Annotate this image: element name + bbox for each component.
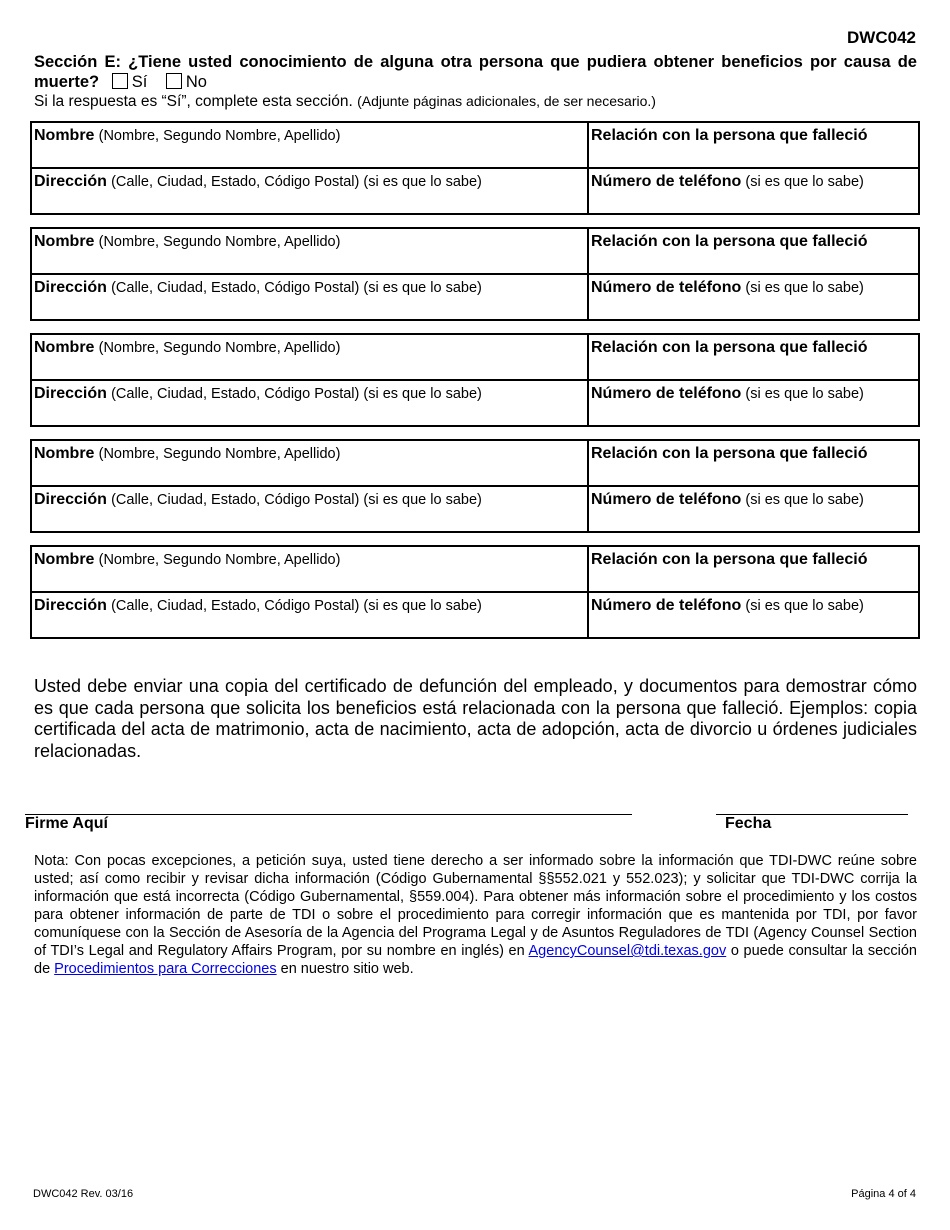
relation-label: Relación con la persona que falleció xyxy=(591,339,868,356)
section-e-question xyxy=(34,52,917,92)
relation-field[interactable] xyxy=(589,547,918,591)
address-label: Dirección xyxy=(34,597,107,614)
address-field[interactable] xyxy=(32,275,589,321)
no-label: No xyxy=(185,73,207,91)
date-label: Fecha xyxy=(725,815,772,832)
phone-hint: (si es que lo sabe) xyxy=(745,598,864,614)
name-field[interactable] xyxy=(32,441,589,485)
yes-checkbox[interactable] xyxy=(112,73,128,89)
phone-hint: (si es que lo sabe) xyxy=(745,174,864,190)
agency-counsel-email-link[interactable]: AgencyCounsel@tdi.texas.gov xyxy=(528,943,727,959)
name-field[interactable] xyxy=(32,123,589,167)
name-hint: (Nombre, Segundo Nombre, Apellido) xyxy=(98,340,341,356)
relation-label: Relación con la persona que falleció xyxy=(591,445,868,462)
privacy-note xyxy=(34,852,917,978)
phone-label: Número de teléfono xyxy=(591,597,742,614)
phone-label: Número de teléfono xyxy=(591,173,742,190)
footer-revision: DWC042 Rev. 03/16 xyxy=(33,1188,134,1200)
address-label: Dirección xyxy=(34,491,107,508)
address-field[interactable] xyxy=(32,487,589,533)
section-e-title: Sección E: ¿Tiene usted conocimiento de alguna otra persona que pudiera obtener beneficios por causa de muerte? xyxy=(34,53,917,91)
phone-label: Número de teléfono xyxy=(591,279,742,296)
address-label: Dirección xyxy=(34,173,107,190)
relation-field[interactable] xyxy=(589,229,918,273)
name-label: Nombre xyxy=(34,551,95,568)
relation-field[interactable] xyxy=(589,335,918,379)
name-label: Nombre xyxy=(34,127,95,144)
name-field[interactable] xyxy=(32,547,589,591)
address-hint: (Calle, Ciudad, Estado, Código Postal) (si es que lo sabe) xyxy=(111,598,482,614)
relation-label: Relación con la persona que falleció xyxy=(591,127,868,144)
address-hint: (Calle, Ciudad, Estado, Código Postal) (si es que lo sabe) xyxy=(111,492,482,508)
phone-field[interactable] xyxy=(589,169,918,215)
phone-hint: (si es que lo sabe) xyxy=(745,492,864,508)
relation-field[interactable] xyxy=(589,441,918,485)
name-label: Nombre xyxy=(34,445,95,462)
name-label: Nombre xyxy=(34,339,95,356)
privacy-end-text: en nuestro sitio web. xyxy=(280,961,414,977)
name-hint: (Nombre, Segundo Nombre, Apellido) xyxy=(98,234,341,250)
documents-instructions: Usted debe enviar una copia del certificado de defunción del empleado, y documentos para demostrar cómo es que cada persona que solicita los beneficios está relacionada con la persona que falleció. Ejemplos: copia certificada del acta de matrimonio, acta de nacimiento, acta de adopción, acta de divorcio u órdenes judiciales relacionadas. xyxy=(34,676,917,761)
address-hint: (Calle, Ciudad, Estado, Código Postal) (si es que lo sabe) xyxy=(111,280,482,296)
name-hint: (Nombre, Segundo Nombre, Apellido) xyxy=(98,446,341,462)
instruction-main: Si la respuesta es “Sí”, complete esta sección. xyxy=(34,93,353,110)
phone-label: Número de teléfono xyxy=(591,385,742,402)
corrections-procedures-link[interactable]: Procedimientos para Correcciones xyxy=(54,961,277,977)
name-label: Nombre xyxy=(34,233,95,250)
phone-field[interactable] xyxy=(589,593,918,639)
person-block-5 xyxy=(30,545,920,639)
relation-label: Relación con la persona que falleció xyxy=(591,551,868,568)
section-instruction xyxy=(34,93,656,111)
person-block-1 xyxy=(30,121,920,215)
phone-field[interactable] xyxy=(589,381,918,427)
relation-label: Relación con la persona que falleció xyxy=(591,233,868,250)
address-hint: (Calle, Ciudad, Estado, Código Postal) (si es que lo sabe) xyxy=(111,386,482,402)
footer-page-number: Página 4 of 4 xyxy=(851,1188,916,1200)
name-field[interactable] xyxy=(32,229,589,273)
person-block-3 xyxy=(30,333,920,427)
address-field[interactable] xyxy=(32,381,589,427)
instruction-note: (Adjunte páginas adicionales, de ser necesario.) xyxy=(357,93,656,109)
address-hint: (Calle, Ciudad, Estado, Código Postal) (si es que lo sabe) xyxy=(111,174,482,190)
phone-label: Número de teléfono xyxy=(591,491,742,508)
form-code: DWC042 xyxy=(847,28,916,47)
address-field[interactable] xyxy=(32,593,589,639)
name-field[interactable] xyxy=(32,335,589,379)
person-block-4 xyxy=(30,439,920,533)
no-checkbox[interactable] xyxy=(166,73,182,89)
signature-label: Firme Aquí xyxy=(25,815,108,832)
address-label: Dirección xyxy=(34,279,107,296)
privacy-middle-text: o puede consultar la sección de xyxy=(34,943,917,977)
name-hint: (Nombre, Segundo Nombre, Apellido) xyxy=(98,128,341,144)
phone-hint: (si es que lo sabe) xyxy=(745,280,864,296)
signature-line[interactable] xyxy=(25,814,632,815)
phone-field[interactable] xyxy=(589,275,918,321)
phone-field[interactable] xyxy=(589,487,918,533)
address-label: Dirección xyxy=(34,385,107,402)
address-field[interactable] xyxy=(32,169,589,215)
person-block-2 xyxy=(30,227,920,321)
yes-label: Sí xyxy=(131,73,148,91)
relation-field[interactable] xyxy=(589,123,918,167)
name-hint: (Nombre, Segundo Nombre, Apellido) xyxy=(98,552,341,568)
phone-hint: (si es que lo sabe) xyxy=(745,386,864,402)
privacy-text: Nota: Con pocas excepciones, a petición suya, usted tiene derecho a ser informado sobre la información que TDI-DWC reúne sobre usted; así como recibir y revisar dicha información (Código Gubernamental §§552.021 y 552.023); y solicitar que TDI-DWC corrija la información que está incorrecta (Código Gubernamental, §559.004). Para obtener más información sobre el procedimiento y los costos para obtener información de parte de TDI o sobre el procedimiento para corregir información que es mantenida por TDI, por favor comuníquese con la Sección de Asesoría de la Agencia del Programa Legal y de Asuntos Reguladores de TDI (Agency Counsel Section of TDI’s Legal and Regulatory Affairs Program, por su nombre en inglés) en xyxy=(34,853,917,959)
